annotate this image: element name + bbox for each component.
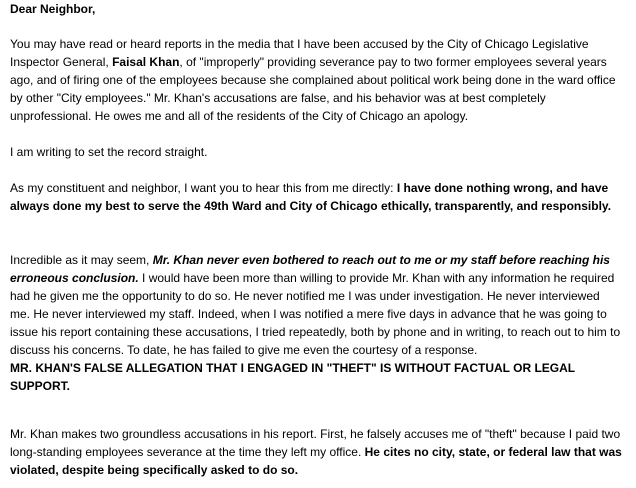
salutation: Dear Neighbor, [10, 2, 96, 16]
paragraph-accusation-intro [10, 35, 622, 125]
paragraph-text: As my constituent and neighbor, I want you to hear this from me directly: [10, 181, 397, 195]
bold-italic-statement: Mr. Khan never even bothered to reach out to me or my staff before reaching his erroneous conclusion. [10, 253, 610, 285]
bold-statement: He cites no city, state, or federal law that was violated, despite being specifically asked to do so. [10, 445, 622, 477]
inspector-general-name: Faisal Khan [112, 55, 180, 69]
paragraph-text: Incredible as it may seem, [10, 253, 153, 267]
paragraph-text: You may have read or heard reports in the media that I have been accused by the City of Chicago Legislative Inspector General, [10, 37, 589, 69]
paragraph-constituent [10, 179, 622, 215]
paragraph-text: , of "improperly" providing severance pay to two former employees several years ago, and of firing one of the employees because she complained about political work being done in the ward office by other "City employees." Mr. Khan's accusations are false, and his behavior was at best completely unprofessional. He owes me and all of the residents of the City of Chicago an apology. [10, 55, 616, 123]
paragraph-text: I would have been more than willing to provide Mr. Khan with any information he required had he given me the opportunity to do so. He never notified me I was under investigation. He never interviewed me. He never interviewed my staff. Indeed, when I was notified a mere five days in advance that he was going to issue his report containing these accusations, I tried repeatedly, both by phone and in writing, to reach out to him to discuss his concerns. To date, he has failed to give me even the courtesy of a response. [10, 271, 621, 357]
paragraph-no-contact [10, 251, 622, 359]
paragraph-text: Mr. Khan makes two groundless accusations in his report. First, he falsely accuses me of "theft" because I paid two long-standing employees severance at the time they left my office. [10, 427, 621, 459]
paragraph-groundless-accusations [10, 425, 622, 479]
section-heading: MR. KHAN'S FALSE ALLEGATION THAT I ENGAGED IN "THEFT" IS WITHOUT FACTUAL OR LEGAL SUPPORT. [10, 361, 575, 393]
paragraph-set-record-straight: I am writing to set the record straight. [10, 145, 208, 159]
bold-statement: I have done nothing wrong, and have always done my best to serve the 49th Ward and City of Chicago ethically, transparently, and responsibly. [10, 181, 612, 213]
